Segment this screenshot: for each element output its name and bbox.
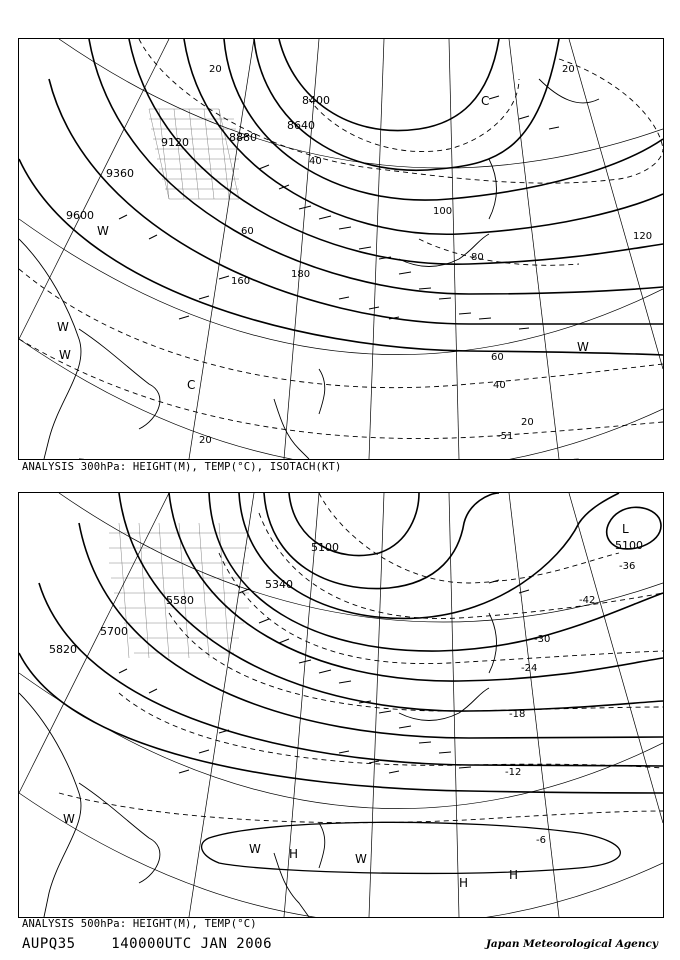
caption-300hpa: ANALYSIS 300hPa: HEIGHT(M), TEMP(°C), ISOTACH(KT) [22, 461, 342, 473]
warm-center-label: W [577, 340, 589, 354]
agency-name: Japan Meteorological Agency [485, 938, 658, 950]
height-label: 5100 [311, 541, 339, 554]
temp-label: -51 [497, 431, 514, 442]
chart-time: 140000UTC JAN 2006 [111, 936, 273, 952]
isotach-label: 20 [562, 64, 575, 75]
temp-label: -30 [534, 634, 551, 645]
height-label: 8640 [287, 119, 315, 132]
graticule-parallels [19, 39, 663, 459]
height-label: 5580 [166, 594, 194, 607]
hatched-region [149, 109, 239, 199]
isotach-label: 80 [471, 252, 484, 263]
chart-identifier [22, 936, 272, 952]
isotach-label: 20 [521, 417, 534, 428]
caption-500hpa: ANALYSIS 500hPa: HEIGHT(M), TEMP(°C) [22, 918, 257, 930]
isotach-label: 20 [199, 435, 212, 446]
temp-label: -36 [619, 561, 636, 572]
graticule-parallels [19, 493, 663, 917]
height-label: 8880 [229, 131, 257, 144]
warm-center-label: W [59, 348, 71, 362]
temp-label: -42 [579, 595, 596, 606]
cold-center-label: C [481, 94, 490, 108]
isotach-label: 40 [309, 156, 322, 167]
height-label: 5100 [615, 539, 643, 552]
height-label: 9360 [106, 167, 134, 180]
closed-contour [202, 822, 621, 873]
height-label: 5820 [49, 643, 77, 656]
height-label: 5700 [100, 625, 128, 638]
map-300hpa-svg [19, 39, 663, 459]
high-center-label: H [509, 868, 519, 882]
chart-code: AUPQ35 [22, 936, 76, 952]
isotachs-300 [19, 39, 663, 459]
warm-center-label: W [63, 812, 75, 826]
hatched-region [109, 523, 249, 658]
temp-label: -12 [505, 767, 522, 778]
isotach-label: 60 [241, 226, 254, 237]
temp-label: -18 [509, 709, 526, 720]
isotach-label: 180 [291, 269, 311, 280]
graticule-meridians [19, 493, 663, 917]
temp-label: -24 [521, 663, 538, 674]
isotherms-500 [59, 493, 663, 823]
isotach-label: 100 [433, 206, 453, 217]
map-panel-300hpa [18, 38, 664, 460]
map-500hpa-svg [19, 493, 663, 917]
isotach-label: 120 [633, 231, 653, 242]
map-panel-500hpa [18, 492, 664, 918]
height-contours-300 [19, 39, 663, 355]
height-contours-500 [19, 493, 663, 793]
temp-label: -6 [536, 835, 546, 846]
high-center-label: H [459, 876, 469, 890]
height-label: 8400 [302, 94, 330, 107]
cold-center-label: C [187, 378, 196, 392]
isotach-label: 160 [231, 276, 251, 287]
height-label: 5340 [265, 578, 293, 591]
graticule-meridians [19, 39, 663, 459]
high-center-label: H [289, 847, 299, 861]
low-center-label: L [622, 522, 629, 536]
warm-center-label: W [355, 852, 367, 866]
height-label: 9120 [161, 136, 189, 149]
warm-center-label: W [57, 320, 69, 334]
isotach-label: 20 [209, 64, 222, 75]
warm-center-label: W [249, 842, 261, 856]
isotach-label: 40 [493, 380, 506, 391]
height-label: 9600 [66, 209, 94, 222]
warm-center-label: W [97, 224, 109, 238]
isotach-label: 60 [491, 352, 504, 363]
